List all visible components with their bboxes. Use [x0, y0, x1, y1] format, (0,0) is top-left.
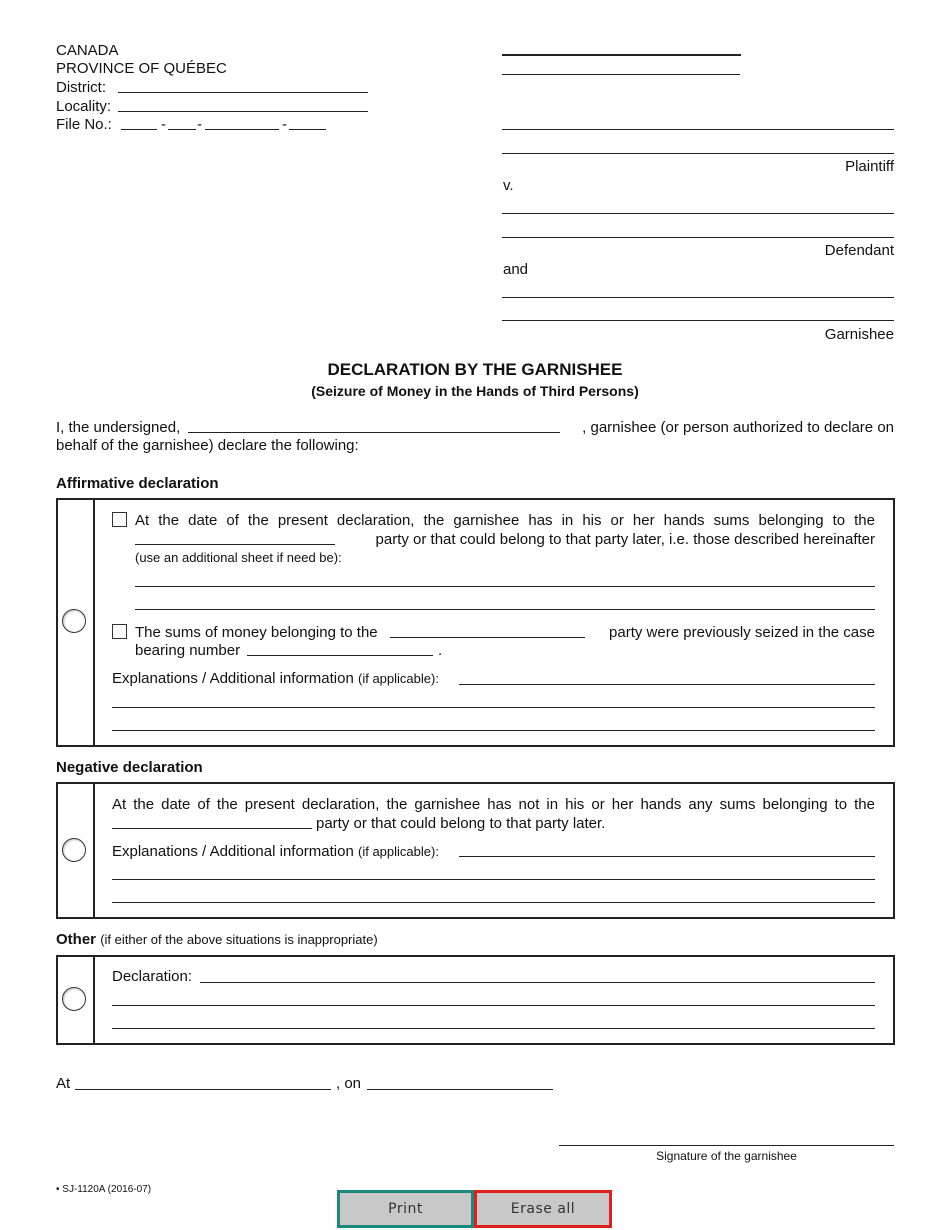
affirmative-item2-line2: bearing number [135, 642, 241, 659]
on-label: , on [336, 1075, 362, 1092]
negative-box-divider [93, 782, 95, 919]
negative-heading: Negative declaration [56, 759, 203, 776]
country-label: CANADA [56, 42, 119, 59]
negative-explanations-field-3[interactable] [112, 902, 875, 903]
defendant-field-1[interactable] [502, 213, 894, 214]
garnishee-label: Garnishee [824, 326, 894, 343]
province-label: PROVINCE OF QUÉBEC [56, 60, 227, 77]
file-sep-1: - [161, 116, 166, 133]
affirmative-party-field-2[interactable] [390, 637, 585, 638]
erase-all-button[interactable]: Erase all [474, 1190, 612, 1228]
other-declaration-field-2[interactable] [112, 1005, 875, 1006]
affirmative-explanations-field-3[interactable] [112, 730, 875, 731]
affirmative-party-field-1[interactable] [135, 544, 335, 545]
intro-prefix: I, the undersigned, [56, 419, 181, 436]
court-line-1 [502, 54, 741, 56]
affirmative-item1-line2: party or that could belong to that party later, i.e. those described hereinafter [375, 531, 875, 548]
affirmative-explanations-field-1[interactable] [459, 684, 875, 685]
affirmative-heading: Affirmative declaration [56, 475, 219, 492]
plaintiff-field-1[interactable] [502, 129, 894, 130]
plaintiff-field-2[interactable] [502, 153, 894, 154]
district-label: District: [56, 79, 106, 96]
on-date-field[interactable] [367, 1089, 553, 1090]
signature-field[interactable] [559, 1145, 894, 1146]
form-code: • SJ-1120A (2016-07) [56, 1184, 152, 1195]
intro-suffix: , garnishee (or person authorized to declare on [582, 419, 894, 436]
other-radio[interactable] [62, 987, 86, 1011]
affirmative-item2-prefix: The sums of money belonging to the [135, 624, 378, 641]
undersigned-name-field[interactable] [188, 432, 560, 433]
affirmative-item2-period: . [438, 642, 443, 659]
plaintiff-label: Plaintiff [845, 158, 894, 175]
affirmative-radio[interactable] [62, 609, 86, 633]
court-field[interactable] [502, 74, 740, 75]
affirmative-explanations-label: Explanations / Additional information (if applicable): [112, 670, 439, 687]
negative-explanations-field-2[interactable] [112, 879, 875, 880]
district-field[interactable] [118, 92, 368, 93]
affirmative-box-divider [93, 498, 95, 747]
other-heading: Other (if either of the above situations is inappropriate) [56, 931, 378, 948]
other-declaration-label: Declaration: [112, 968, 193, 985]
intro-line-2: behalf of the garnishee) declare the following: [56, 437, 359, 454]
file-no-part-1[interactable] [121, 129, 157, 130]
affirmative-item2-suffix: party were previously seized in the case [609, 624, 875, 641]
form-title: DECLARATION BY THE GARNISHEE [327, 360, 623, 379]
negative-radio[interactable] [62, 838, 86, 862]
defendant-field-2[interactable] [502, 237, 894, 238]
affirmative-description-line-1[interactable] [135, 586, 875, 587]
negative-explanations-label: Explanations / Additional information (if applicable): [112, 843, 439, 860]
affirmative-explanations-field-2[interactable] [112, 707, 875, 708]
and-label: and [503, 261, 529, 278]
defendant-label: Defendant [824, 242, 894, 259]
garnishee-field-2[interactable] [502, 320, 894, 321]
form-subtitle: (Seizure of Money in the Hands of Third Persons) [311, 383, 639, 399]
other-declaration-field-1[interactable] [200, 982, 875, 983]
negative-line-2: party or that could belong to that party later. [316, 815, 606, 832]
garnishee-field-1[interactable] [502, 297, 894, 298]
signature-label: Signature of the garnishee [656, 1149, 797, 1163]
file-sep-2: - [197, 116, 202, 133]
at-place-field[interactable] [75, 1089, 331, 1090]
file-no-part-2[interactable] [168, 129, 196, 130]
locality-label: Locality: [56, 98, 112, 115]
negative-line-1: At the date of the present declaration, the garnishee has not in his or her hands any sums belonging to the [112, 796, 875, 813]
other-declaration-field-3[interactable] [112, 1028, 875, 1029]
file-no-part-4[interactable] [289, 129, 326, 130]
locality-field[interactable] [118, 111, 368, 112]
negative-explanations-field-1[interactable] [459, 856, 875, 857]
affirmative-item1-line1: At the date of the present declaration, the garnishee has in his or her hands sums belonging to the [135, 512, 875, 529]
file-sep-3: - [282, 116, 287, 133]
versus-label: v. [503, 177, 514, 194]
file-no-part-3[interactable] [205, 129, 279, 130]
negative-party-field[interactable] [112, 828, 312, 829]
affirmative-description-line-2[interactable] [135, 609, 875, 610]
affirmative-checkbox-2[interactable] [112, 624, 127, 639]
other-box-divider [93, 955, 95, 1045]
print-button[interactable]: Print [337, 1190, 474, 1228]
affirmative-checkbox-1[interactable] [112, 512, 127, 527]
file-no-label: File No.: [56, 116, 112, 133]
affirmative-item1-note: (use an additional sheet if need be): [135, 550, 342, 565]
at-label: At [56, 1075, 71, 1092]
case-number-field[interactable] [247, 655, 433, 656]
